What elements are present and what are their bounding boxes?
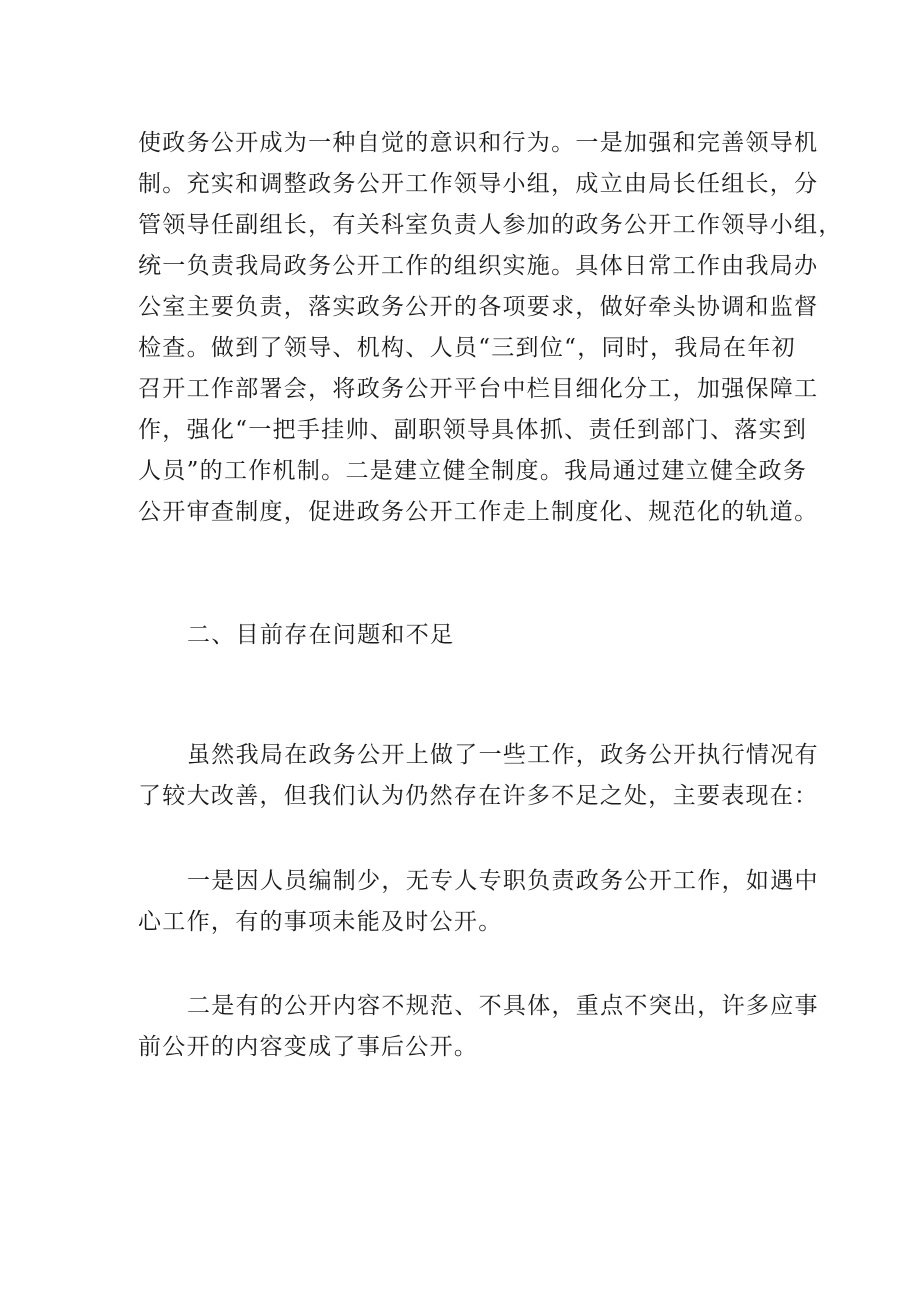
- paragraph-1-line-7: 召开工作部署会，将政务公开平台中栏目细化分工，加强保障工: [138, 376, 819, 402]
- paragraph-3-line-2: 心工作，有的事项未能及时公开。: [138, 909, 503, 935]
- paragraph-2-line-2: 了较大改善，但我们认为仍然存在许多不足之处，主要表现在：: [138, 783, 819, 809]
- paragraph-1-line-3: 管领导任副组长，有关科室负责人参加的政务公开工作领导小组，: [138, 212, 843, 238]
- paragraph-1-line-8: 作，强化“一把手挂帅、副职领导具体抓、责任到部门、落实到: [138, 417, 808, 443]
- paragraph-1-line-9: 人员”的工作机制。二是建立健全制度。我局通过建立健全政务: [138, 458, 808, 484]
- section-heading: 二、目前存在问题和不足: [187, 622, 455, 648]
- paragraph-3-line-1: 一是因人员编制少，无专人专职负责政务公开工作，如遇中: [187, 868, 819, 894]
- paragraph-1-line-5: 公室主要负责，落实政务公开的各项要求，做好牵头协调和监督: [138, 294, 819, 320]
- paragraph-1-line-4: 统一负责我局政务公开工作的组织实施。具体日常工作由我局办: [138, 253, 819, 279]
- paragraph-4-line-2: 前公开的内容变成了事后公开。: [138, 1034, 479, 1060]
- paragraph-1-line-10: 公开审查制度，促进政务公开工作走上制度化、规范化的轨道。: [138, 499, 819, 525]
- paragraph-1-line-1: 使政务公开成为一种自觉的意识和行为。一是加强和完善领导机: [138, 130, 819, 156]
- paragraph-2-line-1: 虽然我局在政务公开上做了一些工作，政务公开执行情况有: [187, 742, 819, 768]
- paragraph-1-line-6: 检查。做到了领导、机构、人员“三到位“，同时，我局在年初: [138, 335, 796, 361]
- paragraph-1-line-2: 制。充实和调整政务公开工作领导小组，成立由局长任组长，分: [138, 171, 819, 197]
- paragraph-4-line-1: 二是有的公开内容不规范、不具体，重点不突出，许多应事: [187, 993, 819, 1019]
